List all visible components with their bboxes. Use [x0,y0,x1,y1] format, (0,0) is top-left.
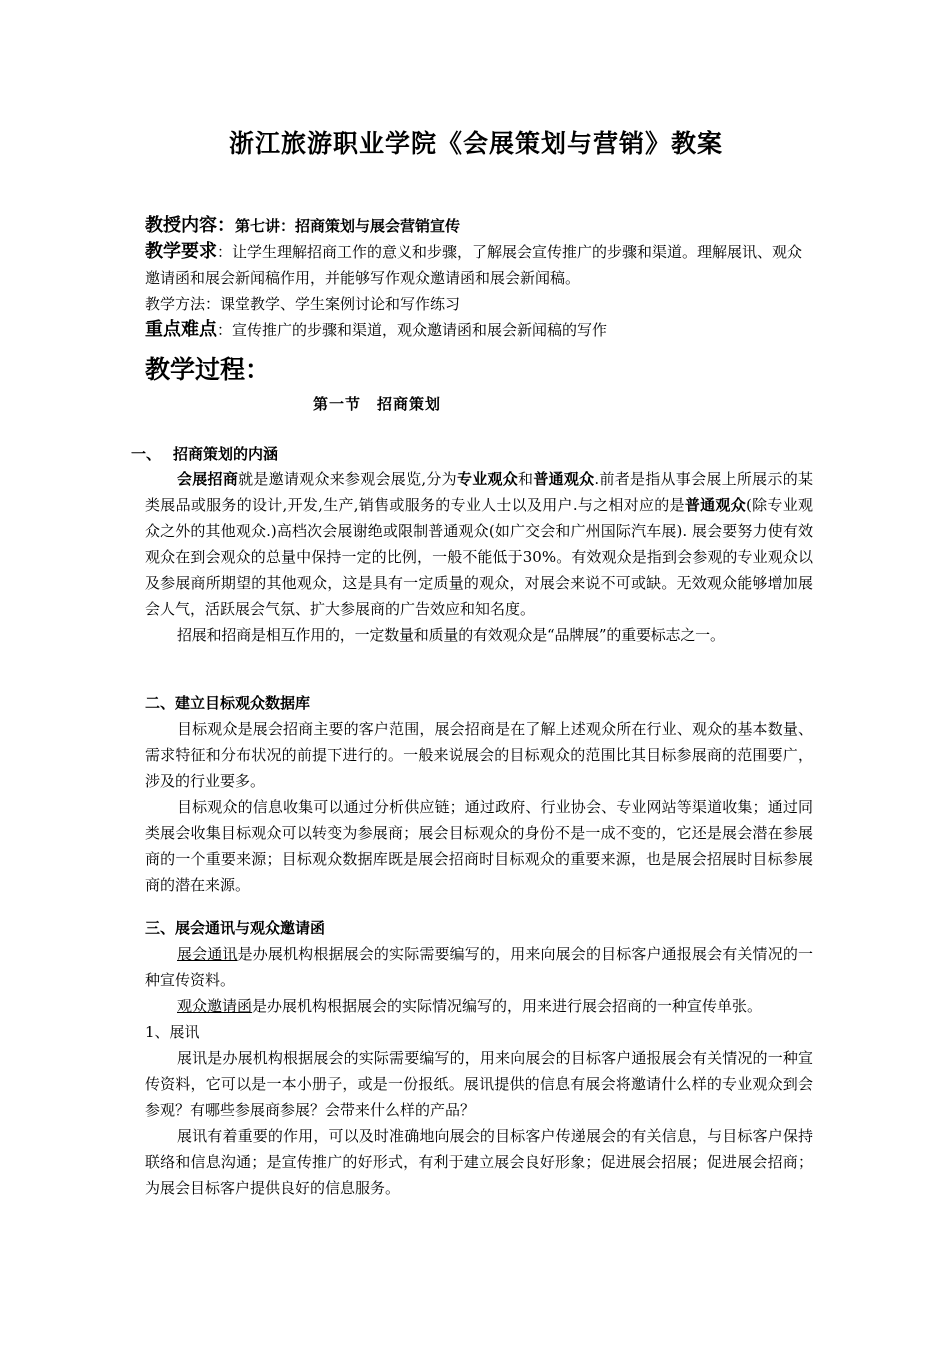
term-professional-audience: 专业观众 [456,470,519,488]
section-1-body [145,466,813,648]
paragraph-1: 会展招商就是邀请观众来参观会展览,分为专业观众和普通观众.前者是指从事会展上所展示的某类展品或服务的设计,开发,生产,销售或服务的专业人士以及用户.与之相对应的是普通观众(除专业观众之外的其他观众.)高档次会展谢绝或限制普通观众(如广交会和广州国际汽车展). 展会要努力使有效观众在到会观众的总量中保持一定的比例，一般不能低于30%。有效观众是指到会参观的专业观众以及参展商所期望的其他观众，这是具有一定质量的观众，对展会来说不可或缺。无效观众能够增加展会人气，活跃展会气氛、扩大参展商的广告效应和知名度。 [145,470,813,618]
key-points-line [145,317,815,343]
term-exhibition-recruit: 会展招商 [177,470,239,488]
page-title: 浙江旅游职业学院《会展策划与营销》教案 [228,129,723,158]
paragraph-8: 展讯有着重要的作用，可以及时准确地向展会的目标客户传递展会的有关信息，与目标客户保持联络和信息沟通；是宣传推广的好形式，有利于建立展会良好形象；促进展会招展；促进展会招商；为展会目标客户提供良好的信息服务。 [145,1127,813,1197]
heading-2: 二、建立目标观众数据库 [145,694,311,712]
meta-block [145,213,815,343]
content-label: 教授内容： [145,215,235,236]
section-2 [145,690,813,898]
paragraph-4: 目标观众的信息收集可以通过分析供应链；通过政府、行业协会、专业网站等渠道收集；通过同类展会收集目标观众可以转变为参展商；展会目标观众的身份不是一成不变的，它还是展会潜在参展商的一个重要来源；目标观众数据库既是展会招商时目标观众的重要来源，也是展会招展时目标参展商的潜在来源。 [145,798,813,894]
paragraph-6: 观众邀请函是办展机构根据展会的实际情况编写的，用来进行展会招商的一种宣传单张。 [177,997,763,1015]
teaching-requirement [145,239,815,291]
requirement-label: 教学要求 [145,241,217,262]
section-title: 第一节 招商策划 [313,395,442,413]
key-label: 重点难点 [145,319,217,340]
key-text: ：宣传推广的步骤和渠道，观众邀请函和展会新闻稿的写作 [217,321,608,339]
content-value: 第七讲：招商策划与展会营销宣传 [235,217,461,235]
paragraph-2: 招展和招商是相互作用的，一定数量和质量的有效观众是“品牌展”的重要标志之一。 [177,626,725,644]
paragraph-3: 目标观众是展会招商主要的客户范围，展会招商是在了解上述观众所在行业、观众的基本数量、需求特征和分布状况的前提下进行的。一般来说展会的目标观众的范围比其目标参展商的范围要广，涉及的行业要多。 [145,720,813,790]
paragraph-7: 展讯是办展机构根据展会的实际需要编写的，用来向展会的目标客户通报展会有关情况的一种宣传资料，它可以是一本小册子，或是一份报纸。展讯提供的信息有展会将邀请什么样的专业观众到会参观？有哪些参展商参展？会带来什么样的产品？ [145,1049,813,1119]
section-3 [145,915,813,1201]
subheading-1: 1、展讯 [145,1023,200,1041]
requirement-text: ：让学生理解招商工作的意义和步骤，了解展会宣传推广的步骤和渠道。理解展讯、观众邀请函和展会新闻稿作用，并能够写作观众邀请函和展会新闻稿。 [145,243,803,287]
paragraph-5: 展会通讯是办展机构根据展会的实际需要编写的，用来向展会的目标客户通报展会有关情况的一种宣传资料。 [145,945,813,989]
process-heading: 教学过程： [145,355,271,384]
heading-1 [131,443,278,464]
term-general-audience-2: 普通观众 [684,496,746,514]
term-audience-invitation: 观众邀请函 [177,997,253,1015]
teaching-content-line [145,213,815,239]
heading-3: 三、展会通讯与观众邀请函 [145,919,326,937]
term-exhibition-newsletter: 展会通讯 [177,945,238,963]
teaching-method: 教学方法：课堂教学、学生案例讨论和写作练习 [145,295,461,313]
heading-1-number: 一、 [131,445,162,463]
heading-1-text: 招商策划的内涵 [173,445,279,463]
term-general-audience: 普通观众 [533,470,595,488]
